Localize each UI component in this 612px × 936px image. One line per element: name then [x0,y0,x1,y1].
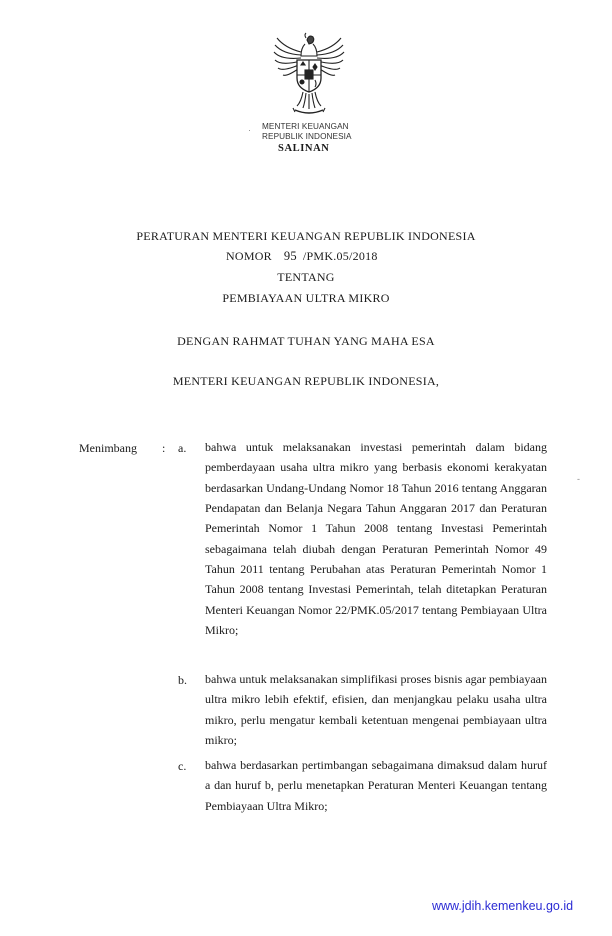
scan-speck: - [577,474,580,484]
ministry-line-2: REPUBLIK INDONESIA [262,132,352,141]
nomor-suffix: /PMK.05/2018 [302,249,378,263]
nomor-value: 95 [283,249,297,263]
salinan-stamp: SALINAN [278,143,330,154]
menimbang-label: Menimbang [79,441,137,455]
item-letter-c: c. [178,759,187,773]
ministry-heading [262,122,352,142]
item-text-a: bahwa untuk melaksanakan investasi pemerintah dalam bidang pemberdayaan usaha ultra mikro yang berbasis ekonomi kerakyatan berdasarkan Undang-Undang Nomor 18 Tahun 2016 tentang Anggaran Pendapatan dan Belanja Negara Tahun Anggaran 2017 dan Peraturan Pemerintah Nomor 1 Tahun 2008 tentang Investasi Pemerintah sebagaimana telah diubah dengan Peraturan Pemerintah Nomor 49 Tahun 2011 tentang Perubahan atas Peraturan Pemerintah Nomor 1 Tahun 2008 tentang Investasi Pemerintah, telah ditetapkan Peraturan Menteri Keuangan Nomor 22/PMK.05/2017 tentang Pembiayaan Ultra Mikro; [205,440,547,638]
regulation-number [226,249,378,264]
regulation-subject: PEMBIAYAAN ULTRA MIKRO [222,291,390,305]
nomor-prefix: NOMOR [226,249,272,263]
ministry-line-1: MENTERI KEUANGAN [262,122,349,131]
authority-line: MENTERI KEUANGAN REPUBLIK INDONESIA, [172,374,440,388]
garuda-emblem-icon [271,32,347,120]
regulation-title: PERATURAN MENTERI KEUANGAN REPUBLIK INDONESIA [136,229,476,243]
jdih-website-link[interactable]: www.jdih.kemenkeu.go.id [432,899,574,913]
blessing-line: DENGAN RAHMAT TUHAN YANG MAHA ESA [177,334,435,348]
scan-speck: · [248,125,251,135]
item-letter-a: a. [178,441,187,455]
menimbang-colon: : [162,441,166,455]
item-text-c: bahwa berdasarkan pertimbangan sebagaimana dimaksud dalam huruf a dan huruf b, perlu menetapkan Peraturan Menteri Keuangan tentang Pembiayaan Ultra Mikro; [205,758,547,813]
tentang-heading: TENTANG [277,270,335,284]
item-text-b: bahwa untuk melaksanakan simplifikasi proses bisnis agar pembiayaan ultra mikro lebih efektif, efisien, dan menjangkau pelaku usaha ultra mikro, perlu mengatur kembali ketentuan mengenai pembiayaan ultra mikro; [205,672,547,748]
item-letter-b: b. [178,673,187,687]
